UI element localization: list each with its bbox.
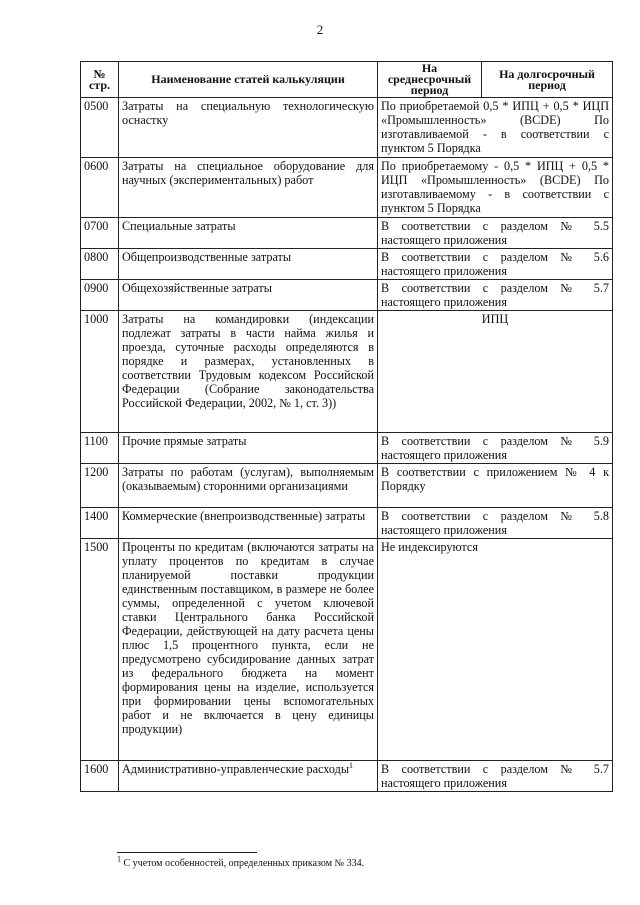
- header-mid-period: На среднесрочный период: [378, 62, 482, 98]
- row-num: 0600: [81, 158, 119, 218]
- row-num: 1200: [81, 464, 119, 508]
- row-name: Затраты на специальную технологическую оснастку: [119, 98, 378, 158]
- row-name-text: Административно-управленческие расходы: [122, 762, 350, 776]
- table-row: [81, 508, 613, 539]
- footnote-ref: 1: [349, 760, 354, 770]
- row-num: 0800: [81, 249, 119, 280]
- row-period: В соответствии с разделом № 5.6 настоящего приложения: [378, 249, 613, 280]
- row-name: Общехозяйственные затраты: [119, 280, 378, 311]
- table-row: [81, 158, 613, 218]
- row-num: 1500: [81, 539, 119, 761]
- table-row: [81, 539, 613, 761]
- table-row: [81, 433, 613, 464]
- page-number: 2: [316, 22, 324, 37]
- table-row: [81, 218, 613, 249]
- footnote-mark: 1: [117, 854, 121, 864]
- header-name: Наименование статей калькуляции: [119, 62, 378, 98]
- row-period: В соответствии с разделом № 5.7 настоящего приложения: [378, 280, 613, 311]
- table-row: [81, 761, 613, 792]
- row-name: Коммерческие (внепроизводственные) затраты: [119, 508, 378, 539]
- row-num: 1400: [81, 508, 119, 539]
- row-num: 0900: [81, 280, 119, 311]
- table-row: [81, 311, 613, 433]
- row-period: В соответствии с разделом № 5.5 настоящего приложения: [378, 218, 613, 249]
- table-row: [81, 249, 613, 280]
- table-row: [81, 464, 613, 508]
- calculation-table: [80, 61, 613, 792]
- row-num: 0700: [81, 218, 119, 249]
- footnote-text: С учетом особенностей, определенных приказом № 334.: [123, 858, 365, 869]
- row-period: В соответствии с приложением № 4 к Порядку: [378, 464, 613, 508]
- footnote: [117, 854, 365, 869]
- header-long-period: На долгосрочный период: [482, 62, 613, 98]
- row-period: ИПЦ: [378, 311, 613, 433]
- row-num: 0500: [81, 98, 119, 158]
- table-row: [81, 280, 613, 311]
- row-period: Не индексируются: [378, 539, 613, 761]
- table-row: [81, 98, 613, 158]
- row-period: По приобретаемому - 0,5 * ИПЦ + 0,5 * ИЦП «Промышленность» (BCDE) По изготавливаемому - в соответствии с пунктом 5 Порядка: [378, 158, 613, 218]
- table-header-row: [81, 62, 613, 98]
- row-num: 1600: [81, 761, 119, 792]
- footnote-divider: [117, 852, 257, 853]
- row-name: [119, 761, 378, 792]
- row-name: Затраты на командировки (индексации подлежат затраты в части найма жилья и проезда, суточные расходы определяются в порядке и размерах, установленных в соответствии Трудовым кодексом Российской Федерации (Собрание законодательства Российской Федерации, 2002, № 1, ст. 3)): [119, 311, 378, 433]
- row-period: В соответствии с разделом № 5.7 настоящего приложения: [378, 761, 613, 792]
- row-name: Затраты по работам (услугам), выполняемым (оказываемым) сторонними организациями: [119, 464, 378, 508]
- header-num: № стр.: [81, 62, 119, 98]
- row-num: 1100: [81, 433, 119, 464]
- row-period: В соответствии с разделом № 5.9 настоящего приложения: [378, 433, 613, 464]
- row-period: По приобретаемой 0,5 * ИПЦ + 0,5 * ИЦП «Промышленность» (BCDE) По изготавливаемой - в соответствии с пунктом 5 Порядка: [378, 98, 613, 158]
- row-name: Затраты на специальное оборудование для научных (экспериментальных) работ: [119, 158, 378, 218]
- row-name: Общепроизводственные затраты: [119, 249, 378, 280]
- row-name: Специальные затраты: [119, 218, 378, 249]
- row-num: 1000: [81, 311, 119, 433]
- row-name: Прочие прямые затраты: [119, 433, 378, 464]
- row-name: Проценты по кредитам (включаются затраты на уплату процентов по кредитам в случае планируемой поставки продукции единственным поставщиком, в размере не более суммы, определенной с учетом ключевой ставки Центрального банка Российской Федерации, действующей на дату расчета цены плюс 1,5 процентного пункта, если не предусмотрено субсидирование данных затрат из федерального бюджета на момент формирования цены на изделие, используется при формировании цены вспомогательных работ и не включается в цену единицы продукции): [119, 539, 378, 761]
- row-period: В соответствии с разделом № 5.8 настоящего приложения: [378, 508, 613, 539]
